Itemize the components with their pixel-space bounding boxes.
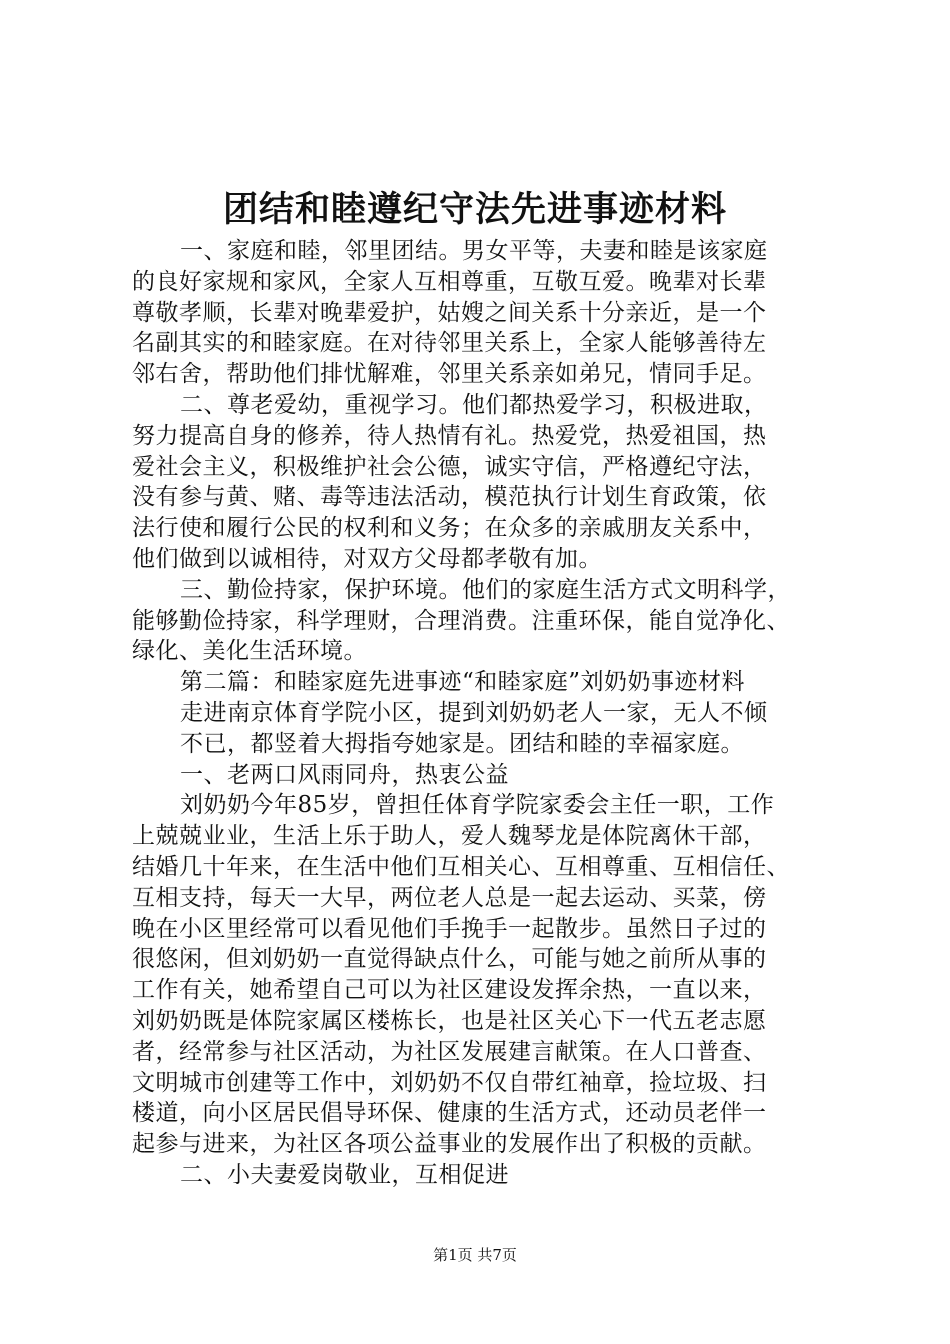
text-line: 文明城市创建等工作中，刘奶奶不仅自带红袖章，捡垃圾、扫 <box>132 1069 767 1096</box>
text-line: 努力提高自身的修养，待人热情有礼。热爱党，热爱祖国，热 <box>132 422 767 449</box>
text-line: 法行使和履行公民的权利和义务；在众多的亲戚朋友关系中， <box>132 515 767 542</box>
text-line: 起参与进来，为社区各项公益事业的发展作出了积极的贡献。 <box>132 1131 767 1158</box>
text-line: 晚在小区里经常可以看见他们手挽手一起散步。虽然日子过的 <box>132 915 767 942</box>
text-line: 第二篇：和睦家庭先进事迹“和睦家庭”刘奶奶事迹材料 <box>180 669 746 696</box>
document-body <box>132 236 832 1191</box>
text-line: 上兢兢业业，生活上乐于助人，爱人魏琴龙是体院离休干部， <box>132 823 767 850</box>
text-line: 者，经常参与社区活动，为社区发展建言献策。在人口普查、 <box>132 1038 767 1065</box>
text-line: 爱社会主义，积极维护社会公德，诚实守信，严格遵纪守法， <box>132 453 767 480</box>
text-line: 尊敬孝顺，长辈对晚辈爱护，姑嫂之间关系十分亲近，是一个 <box>132 299 767 326</box>
text-line: 二、小夫妻爱岗敬业，互相促进 <box>180 1161 509 1188</box>
text-line: 很悠闲，但刘奶奶一直觉得缺点什么，可能与她之前所从事的 <box>132 946 767 973</box>
text-line: 互相支持，每天一大早，两位老人总是一起去运动、买菜，傍 <box>132 884 767 911</box>
text-line: 一、家庭和睦，邻里团结。男女平等，夫妻和睦是该家庭 <box>180 238 768 264</box>
text-line: 没有参与黄、赌、毒等违法活动，模范执行计划生育政策，依 <box>132 484 767 511</box>
text-line: 名副其实的和睦家庭。在对待邻里关系上，全家人能够善待左 <box>132 330 767 357</box>
text-line: 一、老两口风雨同舟，热衷公益 <box>180 761 509 788</box>
text-line: 工作有关，她希望自己可以为社区建设发挥余热，一直以来， <box>132 977 767 1004</box>
page-footer: 第1页 共7页 <box>433 1246 517 1264</box>
text-line: 楼道，向小区居民倡导环保、健康的生活方式，还动员老伴一 <box>132 1100 767 1127</box>
text-line: 他们做到以诚相待，对双方父母都孝敬有加。 <box>132 545 602 572</box>
text-line: 的良好家规和家风，全家人互相尊重，互敬互爱。晚辈对长辈 <box>132 268 767 295</box>
text-line: 能够勤俭持家，科学理财，合理消费。注重环保，能自觉净化、 <box>132 607 790 634</box>
text-line: 结婚几十年来，在生活中他们互相关心、互相尊重、互相信任、 <box>132 853 790 880</box>
text-line: 刘奶奶既是体院家属区楼栋长，也是社区关心下一代五老志愿 <box>132 1007 767 1034</box>
text-line: 二、尊老爱幼，重视学习。他们都热爱学习，积极进取， <box>180 391 768 418</box>
text-line: 邻右舍，帮助他们排忧解难，邻里关系亲如弟兄，情同手足。 <box>132 361 767 388</box>
text-line: 绿化、美化生活环境。 <box>132 638 367 665</box>
text-line: 走进南京体育学院小区，提到刘奶奶老人一家，无人不倾 <box>180 699 768 726</box>
text-line: 三、勤俭持家，保护环境。他们的家庭生活方式文明科学， <box>180 576 791 603</box>
document-title: 团结和睦遵纪守法先进事迹材料 <box>222 189 727 230</box>
text-line: 不已，都竖着大拇指夸她家是。团结和睦的幸福家庭。 <box>180 730 744 757</box>
text-line: 刘奶奶今年85岁，曾担任体育学院家委会主任一职，工作 <box>180 792 775 819</box>
